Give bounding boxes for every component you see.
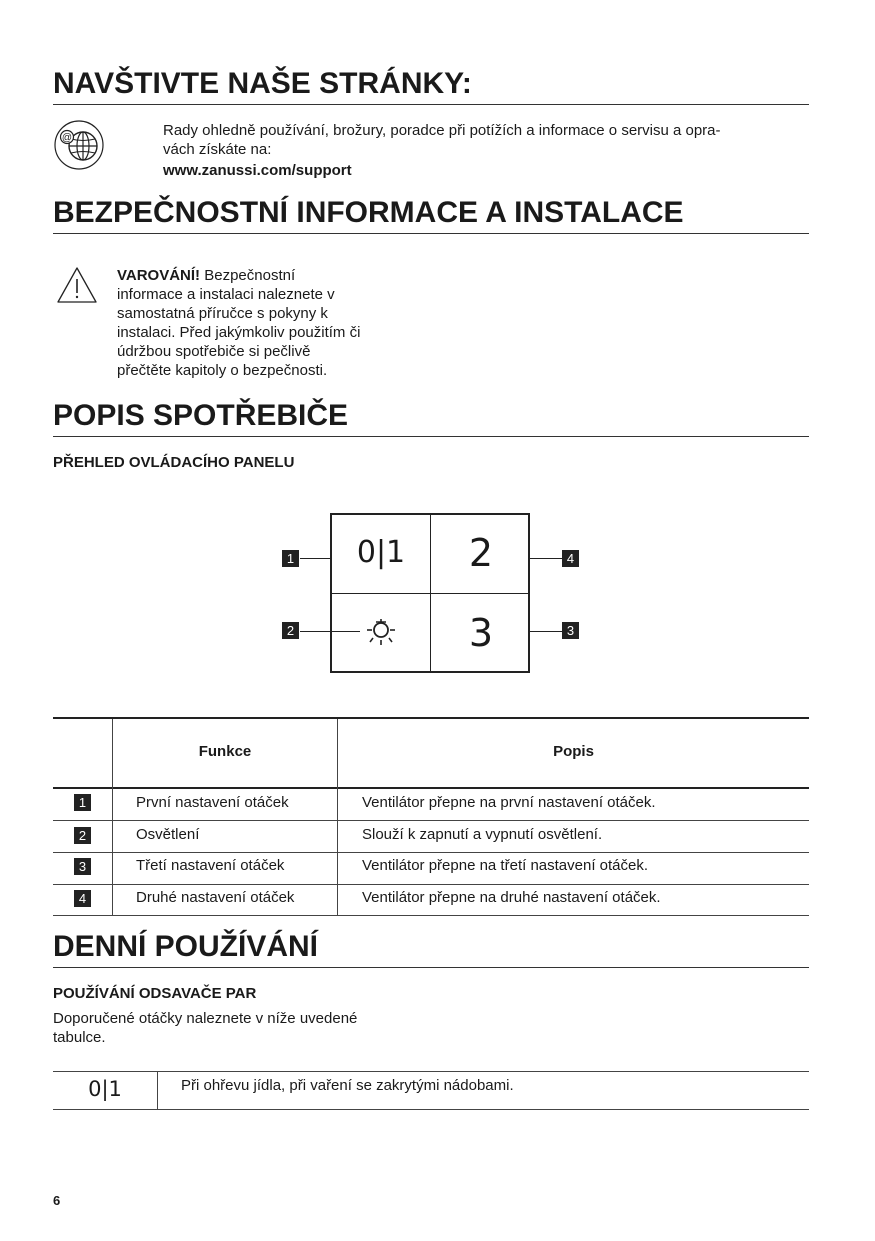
warning-triangle-icon bbox=[56, 266, 98, 304]
callout-line bbox=[300, 558, 330, 559]
table-header-function: Funkce bbox=[198, 743, 252, 760]
power-key[interactable]: 0|1 bbox=[356, 535, 406, 570]
speed-2-key[interactable]: 2 bbox=[468, 531, 494, 575]
warning-label: VAROVÁNÍ! bbox=[117, 267, 201, 284]
warning-line: údržbou spotřebiče si pečlivě bbox=[117, 343, 311, 360]
row-number: 1 bbox=[74, 794, 91, 811]
divider bbox=[53, 967, 809, 968]
visit-section-title: NAVŠTIVTE NAŠE STRÁNKY: bbox=[53, 67, 472, 100]
row-number: 4 bbox=[74, 890, 91, 907]
table-header-description: Popis bbox=[553, 743, 594, 760]
page-number: 6 bbox=[53, 1193, 61, 1208]
callout-line bbox=[530, 631, 562, 632]
divider bbox=[53, 436, 809, 437]
hood-usage-subtitle: POUŽÍVÁNÍ ODSAVAČE PAR bbox=[53, 985, 257, 1002]
table-row-border bbox=[53, 915, 809, 916]
row-description: Ventilátor přepne na první nastavení otáček. bbox=[362, 794, 656, 811]
table-row-border bbox=[53, 884, 809, 885]
callout-2 bbox=[282, 622, 299, 640]
table-row-border bbox=[53, 852, 809, 853]
svg-text:@: @ bbox=[61, 132, 73, 144]
warning-line: instalaci. Před jakýmkoliv použitím či bbox=[117, 324, 361, 341]
speed-3-key[interactable]: 3 bbox=[468, 611, 494, 655]
row-description: Ventilátor přepne na třetí nastavení otáček. bbox=[362, 857, 649, 874]
visit-text bbox=[163, 121, 803, 180]
row-function: Druhé nastavení otáček bbox=[136, 889, 295, 906]
hood-usage-line: Doporučené otáčky naleznete v níže uvedené bbox=[53, 1010, 358, 1027]
visit-text-line: Rady ohledně používání, brožury, poradce při potížích a informace o servisu a opra- bbox=[163, 122, 721, 139]
callout-number: 4 bbox=[562, 550, 579, 567]
panel-divider bbox=[330, 593, 530, 594]
callout-1 bbox=[282, 550, 299, 568]
warning-line: Bezpečnostní bbox=[200, 267, 296, 284]
callout-3 bbox=[562, 622, 579, 640]
divider bbox=[53, 233, 809, 234]
table-top-border bbox=[53, 717, 809, 719]
usage-description: Při ohřevu jídla, při vaření se zakrytými nádobami. bbox=[181, 1077, 514, 1094]
row-function: První nastavení otáček bbox=[136, 794, 289, 811]
row-function: Třetí nastavení otáček bbox=[136, 857, 285, 874]
visit-text-line: vách získáte na: bbox=[163, 141, 272, 158]
callout-line bbox=[300, 631, 360, 632]
control-panel-subtitle: PŘEHLED OVLÁDACÍHO PANELU bbox=[53, 454, 295, 471]
row-description: Slouží k zapnutí a vypnutí osvětlení. bbox=[362, 826, 603, 843]
web-globe-icon bbox=[53, 119, 105, 171]
callout-number: 2 bbox=[282, 622, 299, 639]
support-link[interactable]: www.zanussi.com/support bbox=[163, 162, 352, 179]
callout-number: 3 bbox=[562, 622, 579, 639]
row-number: 3 bbox=[74, 858, 91, 875]
callout-line bbox=[530, 558, 562, 559]
callout-number: 1 bbox=[282, 550, 299, 567]
usage-table-top bbox=[53, 1071, 809, 1072]
usage-table-bottom bbox=[53, 1109, 809, 1110]
warning-line: samostatná příručce s pokyny k bbox=[117, 305, 328, 322]
divider bbox=[53, 104, 809, 105]
callout-4 bbox=[562, 550, 579, 568]
usage-key-symbol: 0|1 bbox=[88, 1077, 122, 1101]
description-section-title: POPIS SPOTŘEBIČE bbox=[53, 399, 349, 432]
row-function: Osvětlení bbox=[136, 826, 200, 843]
safety-section-title: BEZPEČNOSTNÍ INFORMACE A INSTALACE bbox=[53, 196, 684, 229]
warning-line: informace a instalaci naleznete v bbox=[117, 286, 335, 303]
row-number: 2 bbox=[74, 827, 91, 844]
row-description: Ventilátor přepne na druhé nastavení otáček. bbox=[362, 889, 661, 906]
table-row-border bbox=[53, 820, 809, 821]
table-header-border bbox=[53, 787, 809, 789]
warning-line: přečtěte kapitoly o bezpečnosti. bbox=[117, 362, 328, 379]
safety-warning-text bbox=[117, 266, 417, 380]
light-bulb-icon[interactable] bbox=[364, 615, 398, 649]
hood-usage-text bbox=[53, 1009, 413, 1047]
daily-use-section-title: DENNÍ POUŽÍVÁNÍ bbox=[53, 930, 319, 963]
hood-usage-line: tabulce. bbox=[53, 1029, 106, 1046]
usage-table-col-border bbox=[157, 1071, 158, 1109]
